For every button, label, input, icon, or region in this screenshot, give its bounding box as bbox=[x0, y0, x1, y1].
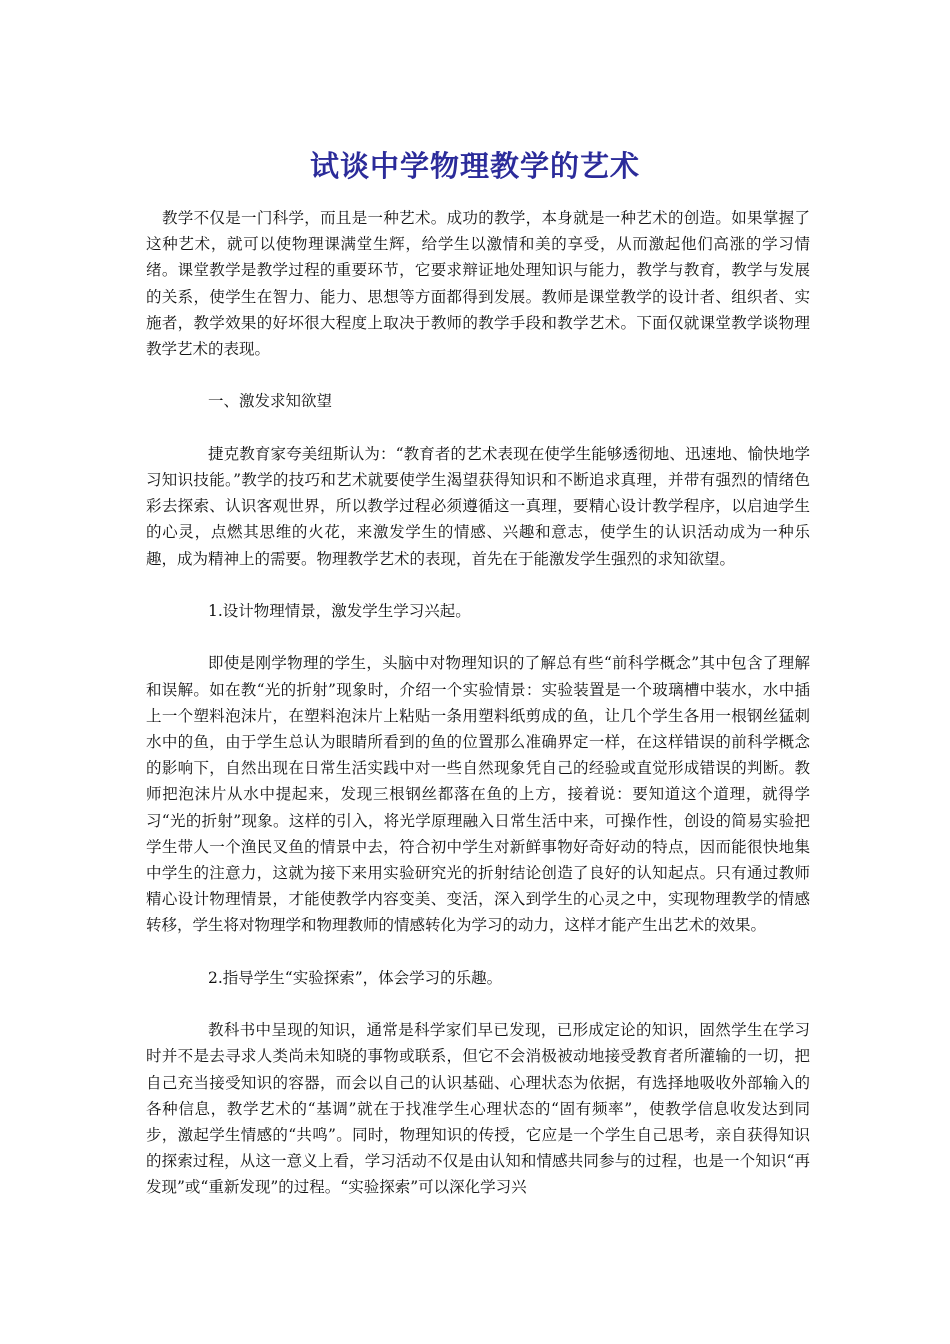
subsection-2-paragraph: 教科书中呈现的知识，通常是科学家们早已发现，已形成定论的知识，固然学生在学习时并不是去寻求人类尚未知晓的事物或联系，但它不会消极被动地接受教育者所灌输的一切，把自己充当接受知识的容器，而会以自己的认识基础、心理状态为依据，有选择地吸收外部输入的各种信息，教学艺术的“基调”就在于找准学生心理状态的“固有频率”，使教学信息收发达到同步，激起学生情感的“共鸣”。同时，物理知识的传授，它应是一个学生自己思考，亲自获得知识的探索过程，从这一意义上看，学习活动不仅是由认知和情感共同参与的过程，也是一个知识“再发现”或“重新发现”的过程。“实验探索”可以深化学习兴 bbox=[146, 1021, 810, 1197]
subsection-heading-2: 2.指导学生“实验探索”，体会学习的乐趣。 bbox=[208, 968, 503, 987]
section-1-paragraph: 捷克教育家夸美纽斯认为：“教育者的艺术表现在使学生能够透彻地、迅速地、愉快地学习知识技能。”教学的技巧和艺术就要使学生渴望获得知识和不断追求真理，并带有强烈的情绪色彩去探索、认识客观世界，所以教学过程必须遵循这一真理，要精心设计教学程序，以启迪学生的心灵，点燃其思维的火花，来激发学生的情感、兴趣和意志，使学生的认识活动成为一种乐趣，成为精神上的需要。物理教学艺术的表现，首先在于能激发学生强烈的求知欲望。 bbox=[146, 444, 810, 568]
document-title: 试谈中学物理教学的艺术 bbox=[309, 149, 640, 183]
document-body bbox=[146, 205, 810, 1227]
subsection-1-paragraph: 即使是刚学物理的学生，头脑中对物理知识的了解总有些“前科学概念”其中包含了理解和误解。如在教“光的折射”现象时，介绍一个实验情景：实验装置是一个玻璃槽中装水，水中插上一个塑料泡沫片，在塑料泡沫片上粘贴一条用塑料纸剪成的鱼，让几个学生各用一根钢丝猛刺水中的鱼，由于学生总认为眼睛所看到的鱼的位置那么准确界定一样，在这样错误的前科学概念的影响下，自然出现在日常生活实践中对一些自然现象凭自己的经验或直觉形成错误的判断。教师把泡沫片从水中提起来，发现三根钢丝都落在鱼的上方，接着说：要知道这个道理，就得学习“光的折射”现象。这样的引入，将光学原理融入日常生活中来，可操作性，创设的简易实验把学生带人一个渔民叉鱼的情景中去，符合初中学生对新鲜事物好奇好动的特点，因而能很快地集中学生的注意力，这就为接下来用实验研究光的折射结论创造了良好的认知起点。只有通过教师精心设计物理情景，才能使教学内容变美、变活，深入到学生的心灵之中，实现物理教学的情感转移，学生将对物理学和物理教师的情感转化为学习的动力，这样才能产生出艺术的效果。 bbox=[146, 654, 810, 935]
section-heading-1: 一、激发求知欲望 bbox=[208, 392, 333, 411]
subsection-heading-1: 1.设计物理情景，激发学生学习兴起。 bbox=[208, 602, 471, 620]
intro-paragraph: 教学不仅是一门科学，而且是一种艺术。成功的教学，本身就是一种艺术的创造。如果掌握了这种艺术，就可以使物理课满堂生辉，给学生以激情和美的享受，从而激起他们高涨的学习情绪。课堂教学是教学过程的重要环节，它要求辩证地处理知识与能力，教学与教育，教学与发展的关系，使学生在智力、能力、思想等方面都得到发展。教师是课堂教学的设计者、组织者、实施者，教学效果的好坏很大程度上取决于教师的教学手段和教学艺术。下面仅就课堂教学谈物理教学艺术的表现。 bbox=[146, 209, 810, 359]
